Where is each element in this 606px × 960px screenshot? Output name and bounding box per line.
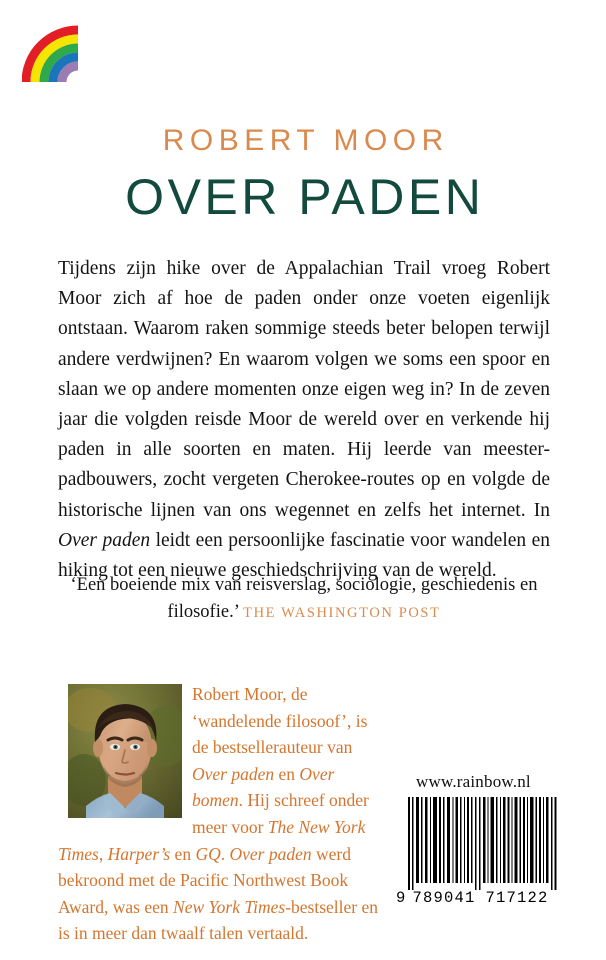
isbn-barcode xyxy=(396,797,558,907)
blurb-italic-title: Over paden xyxy=(58,529,151,551)
bio-i1: Over paden xyxy=(192,763,275,784)
bio-s1: Robert Moor, de ‘wandelende filosoof’, is de bestsellerauteur van xyxy=(192,684,368,758)
press-quote-text: ‘Een boeiende mix van reisverslag, sociologie, geschiedenis en filosofie.’ xyxy=(70,575,538,622)
press-quote xyxy=(58,572,550,627)
press-quote-source: THE WASHINGTON POST xyxy=(243,605,441,621)
bio-i2: Over bomen xyxy=(192,763,335,811)
publisher-website: www.rainbow.nl xyxy=(416,772,531,791)
bio-s2: en xyxy=(274,763,300,784)
rainbow-logo xyxy=(22,22,84,84)
bio-s6: . xyxy=(220,843,230,864)
bio-s4: , xyxy=(98,843,108,864)
barcode-lead-digit: 9 xyxy=(396,889,407,907)
bio-i5: GQ xyxy=(195,843,221,864)
blurb-text-part2: leidt een persoonlijke fascinatie voor wandelen en hiking tot een nieuwe geschiedschrijving van de wereld. xyxy=(58,529,551,582)
author-name: ROBERT MOOR xyxy=(162,124,449,157)
barcode-group-1: 789041 xyxy=(412,889,476,907)
bio-photo-spacer xyxy=(58,681,192,818)
bio-s3: . Hij schreef onder meer voor xyxy=(192,790,369,837)
bio-s7: werd bekroond met de Pacific Northwest Book Award, was een xyxy=(58,843,351,917)
back-cover-blurb xyxy=(58,254,550,586)
bio-i7: New York Times xyxy=(173,896,286,917)
blurb-text-part1: Tijdens zijn hike over de Appalachian Trail vroeg Robert Moor zich af hoe de paden onder onze voeten eigenlijk ontstaan. Waarom raken sommige steeds beter belopen terwijl andere verdwijnen? En waarom volgen we soms een spoor en slaan we op andere momenten onze eigen weg in? In de zeven jaar die volgden reisde Moor de wereld over en verkende hij paden in alle soorten en maten. Hij leerde van meester-padbouwers, zocht vergeten Cherokee-routes op en volgde de historische lijnen van ons wegennet en zelfs het internet. In xyxy=(58,258,550,521)
barcode-digits xyxy=(396,889,558,907)
barcode-group-2: 717122 xyxy=(485,889,549,907)
bio-s8: -bestseller en is in meer dan twaalf talen vertaald. xyxy=(58,896,378,944)
bio-s5: en xyxy=(170,843,196,864)
book-title: OVER PADEN xyxy=(125,169,485,225)
bio-i6: Over paden xyxy=(229,843,312,864)
author-bio xyxy=(58,681,388,947)
barcode-bars xyxy=(406,797,558,890)
bio-i3: The New York Times xyxy=(58,816,366,864)
rainbow-icon xyxy=(22,22,84,84)
bio-i4: Harper’s xyxy=(107,843,171,864)
